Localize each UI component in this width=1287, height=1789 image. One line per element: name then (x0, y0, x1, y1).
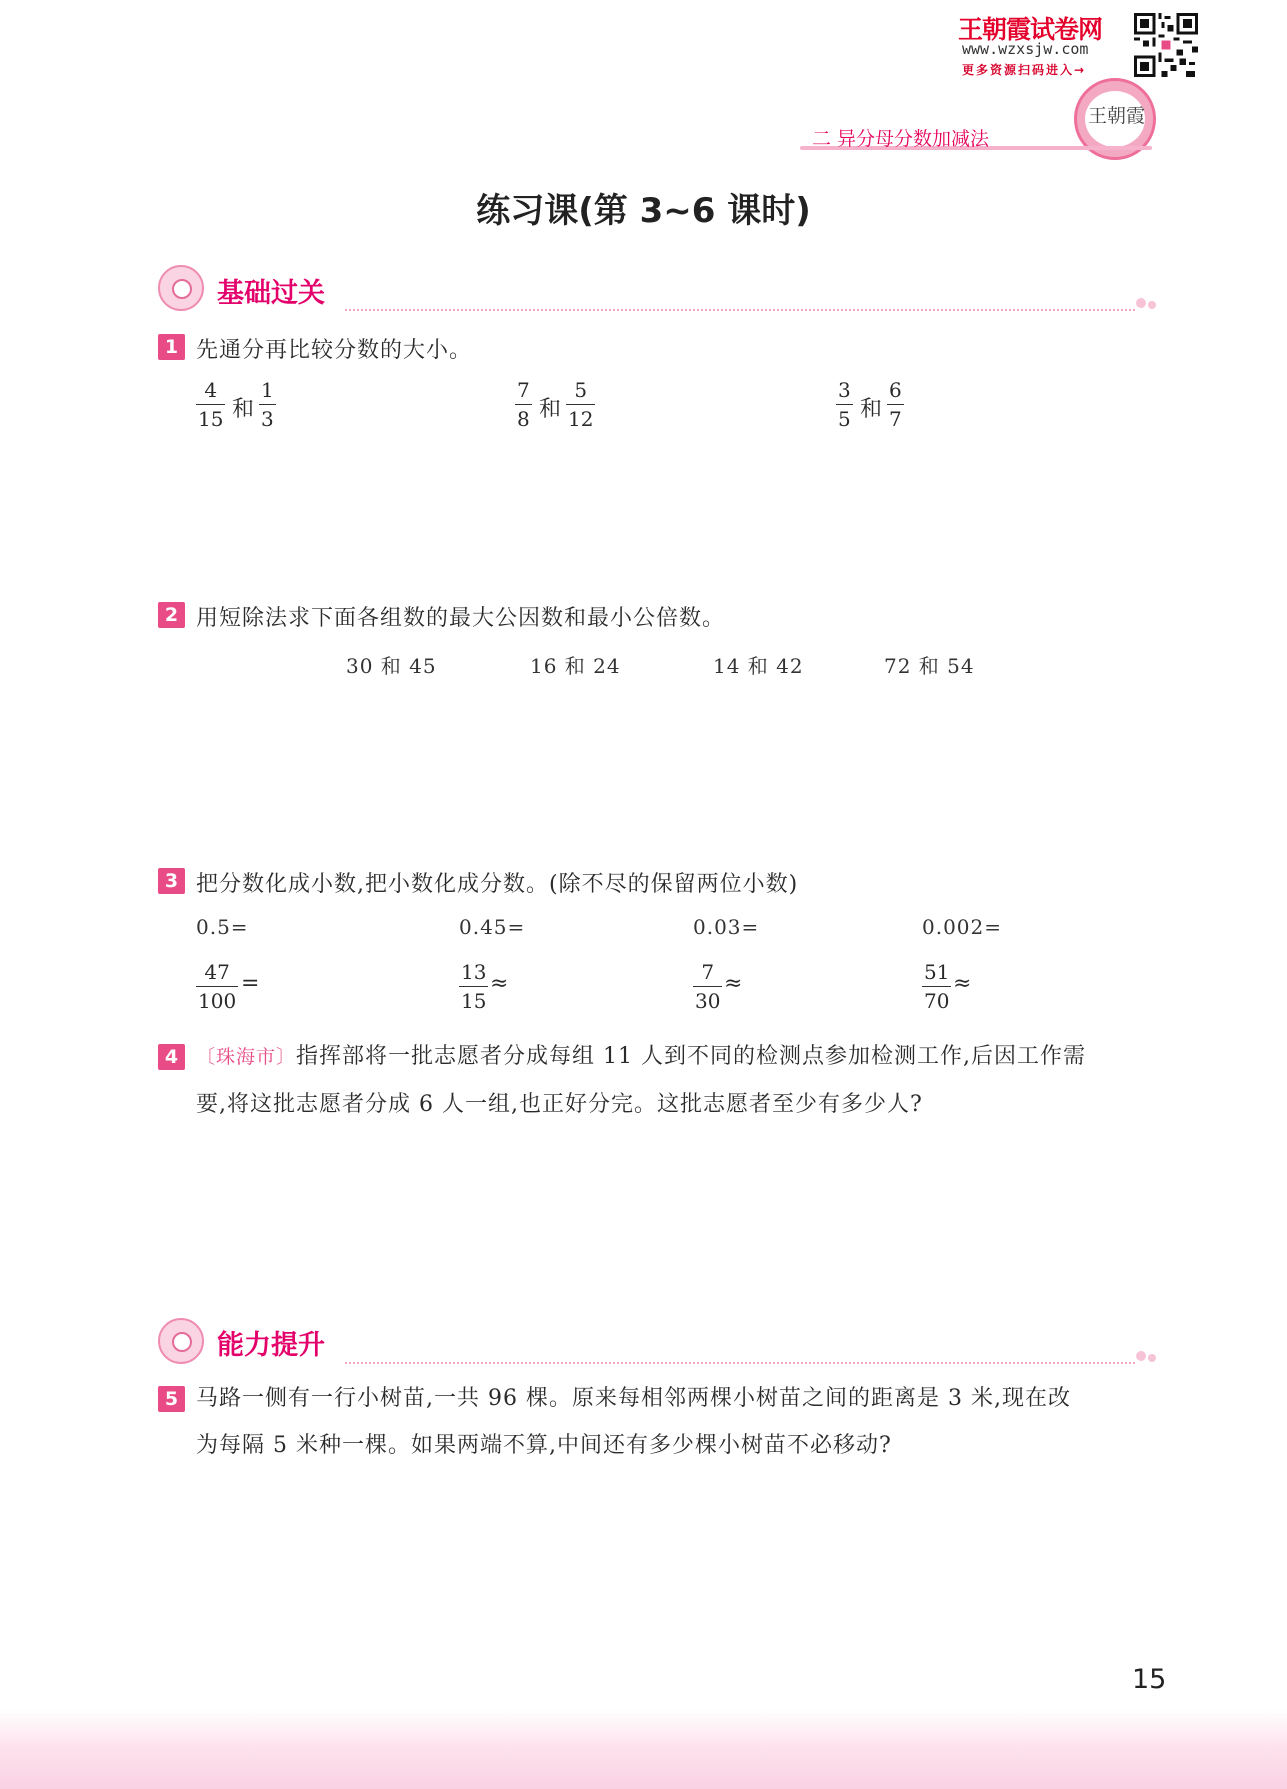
fraction: $\frac{13}{15}$ (461, 960, 487, 1013)
fraction: $\frac{47}{100}$ (198, 960, 237, 1013)
region-tag: 〔珠海市〕 (196, 1046, 297, 1068)
question-text: 先通分再比较分数的大小。 (196, 338, 473, 363)
question-text: 用短除法求下面各组数的最大公因数和最小公倍数。 (196, 606, 726, 631)
section-title-basic: 基础过关 (217, 278, 325, 309)
chapter-label: 二 异分母分数加减法 (812, 128, 990, 150)
section-title-advanced: 能力提升 (217, 1330, 325, 1361)
joiner-word: 和 (539, 397, 562, 422)
fraction: $\frac{5}{12}$ (568, 378, 594, 431)
fraction: $\frac{4}{15}$ (198, 378, 224, 431)
question-text: 〔珠海市〕指挥部将一批志愿者分成每组 11 人到不同的检测点参加检测工作,后因工作需 要,将这批志愿者分成 6 人一组,也正好分完。这批志愿者至少有多少人? (196, 1044, 1086, 1117)
number-pair: 14 和 42 (713, 654, 804, 678)
section-divider (345, 309, 1135, 311)
page-number: 15 (1132, 1664, 1167, 1695)
fraction: $\frac{51}{70}$ (924, 960, 950, 1013)
page-title: 练习课(第 3~6 课时) (476, 191, 811, 231)
fraction: $\frac{7}{8}$ (517, 378, 530, 431)
question-number: 2 (158, 602, 185, 628)
question-number: 3 (158, 868, 185, 894)
section-dots (1136, 1351, 1160, 1363)
question-number: 4 (158, 1044, 185, 1070)
approx-sign: ≈ (953, 971, 972, 996)
decimal-item: 0.002= (922, 915, 1003, 939)
joiner-word: 和 (860, 397, 883, 422)
brand-name: 王朝霞试卷网 (958, 15, 1103, 44)
question-number: 5 (158, 1386, 185, 1412)
monkey-mascot-icon (158, 1318, 204, 1364)
section-divider (345, 1362, 1135, 1364)
approx-sign: ≈ (490, 971, 509, 996)
brand-note: 更多资源扫码进入→ (962, 63, 1087, 77)
fraction: $\frac{6}{7}$ (889, 378, 902, 431)
brand-seal-logo: 王朝霞 (1074, 78, 1156, 160)
joiner-word: 和 (232, 397, 255, 422)
footer-band (0, 1710, 1287, 1789)
decimal-item: 0.5= (196, 915, 249, 939)
brand-url: www.wzxsjw.com (962, 40, 1089, 58)
question-text: 把分数化成小数,把小数化成分数。(除不尽的保留两位小数) (196, 872, 799, 897)
section-dots (1136, 298, 1160, 310)
question-number: 1 (158, 334, 185, 360)
number-pair: 16 和 24 (530, 654, 621, 678)
decimal-item: 0.03= (693, 915, 760, 939)
girl-mascot-icon (158, 265, 204, 311)
number-pair: 72 和 54 (884, 654, 975, 678)
qr-code-icon (1134, 12, 1198, 78)
question-text: 马路一侧有一行小树苗,一共 96 棵。原来每相邻两棵小树苗之间的距离是 3 米,现在改 为每隔 5 米种一棵。如果两端不算,中间还有多少棵小树苗不必移动? (196, 1386, 1071, 1458)
fraction: $\frac{3}{5}$ (838, 378, 851, 431)
approx-sign: ≈ (724, 971, 743, 996)
fraction: $\frac{1}{3}$ (261, 378, 274, 431)
fraction: $\frac{7}{30}$ (695, 960, 721, 1013)
number-pair: 30 和 45 (346, 654, 437, 678)
decimal-item: 0.45= (459, 915, 526, 939)
equals-sign: = (241, 971, 260, 996)
